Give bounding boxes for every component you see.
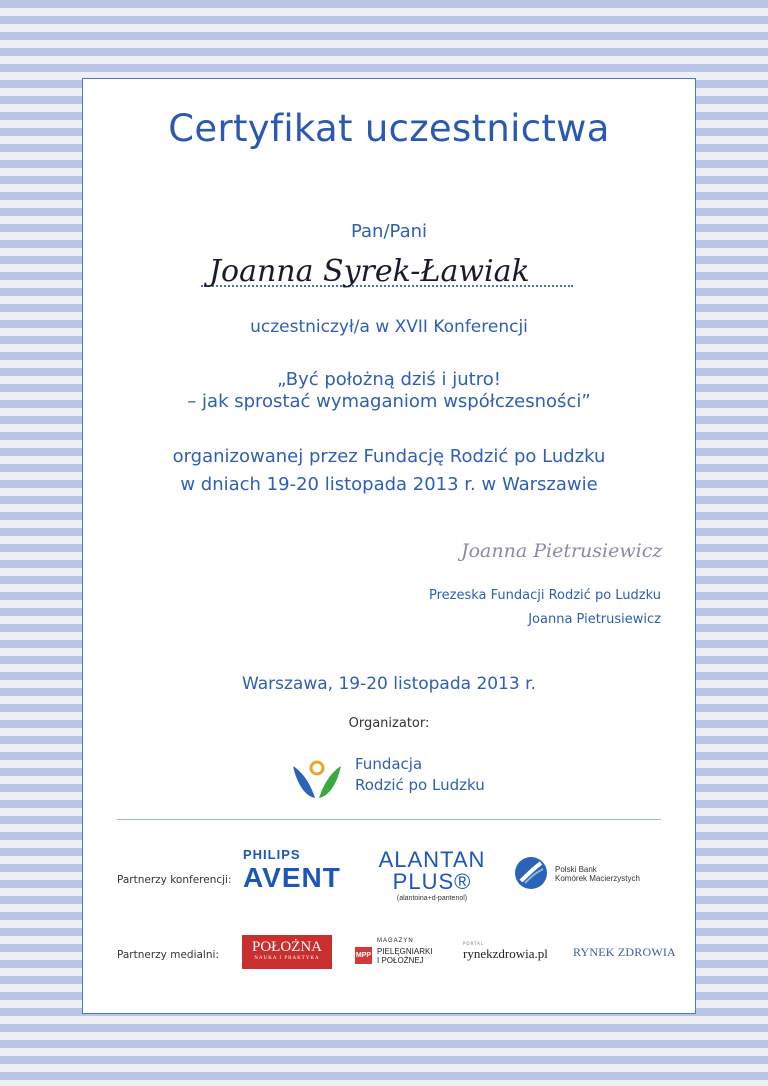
stem-cell-bank-icon — [513, 855, 549, 891]
rynekzdrowia-portal-logo — [463, 941, 563, 962]
quote-line-1: „Być położną dziś i jutro! — [277, 369, 501, 390]
president-block — [429, 584, 661, 632]
organizer-line-2: w dniach 19-20 listopada 2013 r. w Warszawie — [180, 474, 598, 495]
partners-divider — [117, 819, 661, 820]
polozna-title: POŁOŻNA — [252, 939, 322, 955]
president-signature — [455, 519, 675, 579]
organizer-logo-text — [355, 754, 485, 796]
bank-line-2: Komórek Macierzystych — [555, 874, 640, 883]
participant-name-handwriting — [201, 241, 573, 301]
organizer-line-1: organizowanej przez Fundację Rodzić po Ludzku — [172, 446, 606, 467]
avent-wordmark: AVENT — [243, 862, 341, 893]
polish-stem-cell-bank-logo — [513, 855, 683, 891]
mpp-badge: MPP — [355, 947, 372, 964]
conference-partners-label: Partnerzy konferencji: — [117, 874, 232, 886]
philips-avent-logo — [243, 847, 355, 894]
organizer-statement — [83, 443, 695, 499]
mpp-line-2: I POŁOŻNEJ — [377, 956, 424, 965]
philips-wordmark: PHILIPS — [243, 847, 301, 862]
quote-line-2: – jak sprostać wymaganiom współczesności” — [187, 391, 591, 412]
alantan-plus-logo — [373, 849, 491, 905]
participation-line: uczestniczył/a w XVII Konferencji — [250, 317, 528, 337]
certificate-sheet — [82, 78, 696, 1014]
president-title: Prezeska Fundacji Rodzić po Ludzku — [428, 588, 661, 603]
mpp-line-1: PIELĘGNIARKI — [377, 947, 433, 956]
magazine-label: MAGAZYN — [377, 938, 414, 944]
conference-quote — [83, 369, 695, 413]
signature-text: Joanna Pietrusiewicz — [461, 540, 663, 562]
alantan-subtitle: (alantoina+d-pantenol) — [396, 895, 468, 902]
media-partners-label: Partnerzy medialni: — [117, 949, 219, 961]
portal-label: PORTAL — [463, 941, 485, 946]
salutation: Pan/Pani — [350, 221, 428, 242]
polozna-subtitle: NAUKA I PRAKTYKA — [254, 956, 320, 961]
organizer-label: Organizator: — [348, 716, 430, 731]
polozna-logo — [242, 935, 332, 969]
participant-name-text: Joanna Syrek-Ławiak — [209, 254, 530, 289]
certificate-title: Certyfikat uczestnictwa — [168, 107, 610, 150]
mpp-magazine-logo — [355, 937, 439, 971]
place-date: Warszawa, 19-20 listopada 2013 r. — [242, 674, 536, 694]
logo-line-2: Rodzić po Ludzku — [355, 776, 485, 794]
logo-line-1: Fundacja — [355, 755, 423, 773]
participant-name-field — [201, 241, 573, 297]
alantan-line-1: ALANTAN — [378, 847, 486, 872]
organizer-logo — [287, 754, 507, 804]
foundation-leaf-icon — [287, 754, 347, 804]
rynek-zdrowia-logo: RYNEK ZDROWIA — [573, 945, 676, 959]
alantan-line-2: PLUS® — [392, 869, 472, 894]
rynekzdrowia-domain: rynekzdrowia.pl — [463, 946, 548, 961]
stem-cell-bank-text — [555, 865, 640, 883]
mpp-title — [377, 947, 433, 965]
bank-line-1: Polski Bank — [555, 865, 597, 874]
president-name: Joanna Pietrusiewicz — [528, 612, 661, 627]
